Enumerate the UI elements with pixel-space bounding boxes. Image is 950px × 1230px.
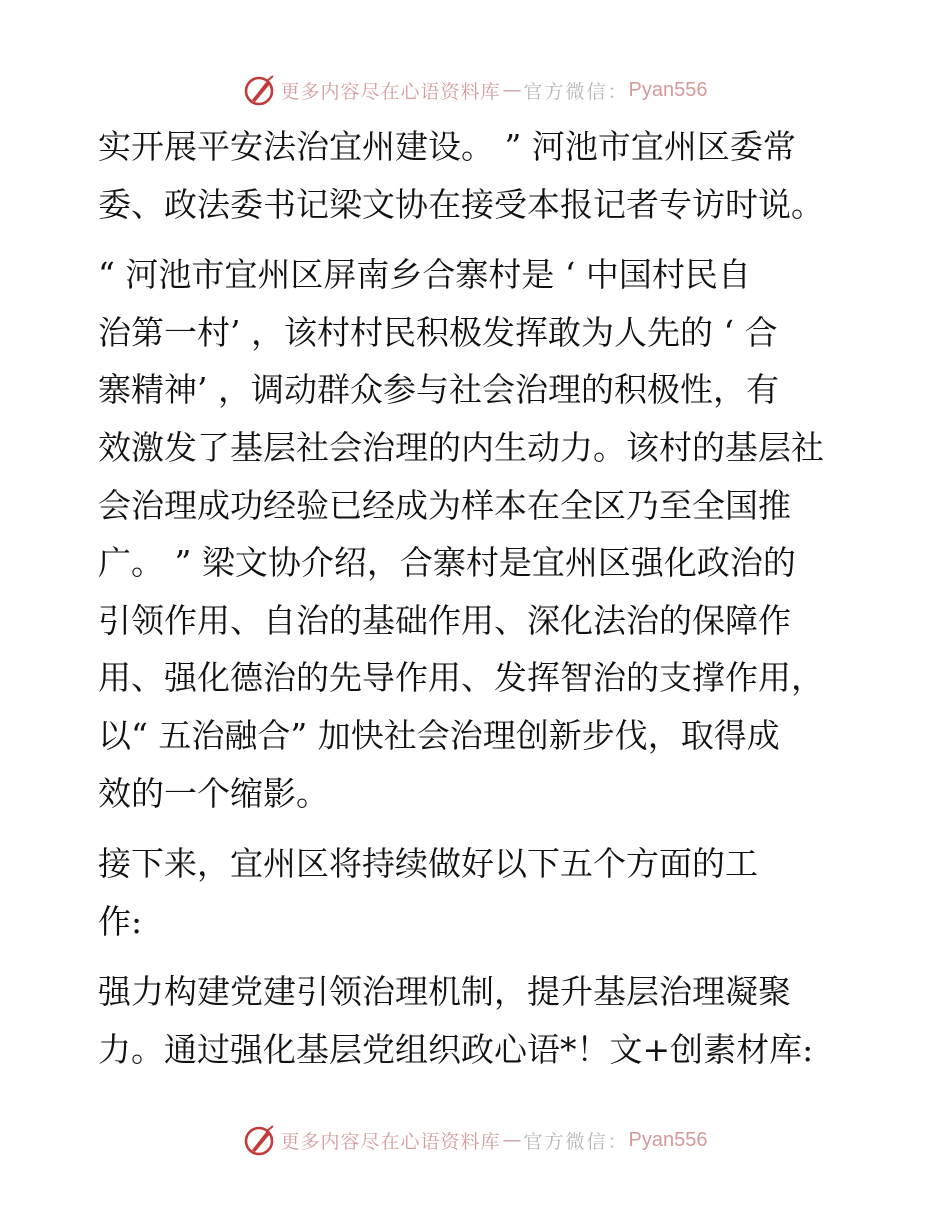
watermark-id: Pyan556 (628, 1128, 708, 1151)
quill-logo-icon (243, 1123, 277, 1157)
text-line: 实开展平安法治宜州建设。 ” 河池市宜州区委常 (98, 127, 796, 166)
text-line: 用、强化德治的先导作用、发挥智治的支撑作用， (98, 658, 824, 698)
paragraph-1 (98, 118, 858, 233)
watermark-separator: — (502, 1129, 522, 1151)
document-body (98, 118, 858, 1079)
text-line: 作: (98, 901, 143, 941)
text-line: “ 河池市宜州区屏南乡合寨村是 ‘ 中国村民自 (98, 255, 751, 295)
watermark-text: 更多内容尽在心语资料库 (280, 1130, 501, 1153)
watermark-label: 官方微信： (523, 1130, 629, 1153)
text-line: 委、政法委书记梁文协在接受本报记者专访时说。 (98, 184, 824, 224)
text-line: 会治理成功经验已经成为样本在全区乃至全国推 (98, 485, 791, 525)
watermark-id: Pyan556 (628, 78, 708, 101)
watermark-text: 更多内容尽在心语资料库 (280, 80, 501, 103)
text-line: 效的一个缩影。 (98, 773, 329, 813)
text-line: 以“ 五治融合” 加快社会治理创新步伐，取得成 (98, 715, 780, 755)
text-line: 广。 ” 梁文协介绍，合寨村是宜州区强化政治的 (98, 543, 796, 583)
quill-logo-icon (243, 73, 277, 107)
text-line: 力。通过强化基层党组织政心语*！文+创素材库: (98, 1029, 814, 1069)
text-line: 寨精神’ ，调动群众参与社会治理的积极性，有 (98, 370, 779, 410)
text-line: 强力构建党建引领治理机制，提升基层治理凝聚 (98, 972, 791, 1012)
text-line: 治第一村’ ，该村村民积极发挥敢为人先的 ‘ 合 (98, 312, 778, 352)
watermark-label: 官方微信： (523, 80, 629, 103)
watermark-footer (0, 1120, 950, 1160)
text-line: 引领作用、自治的基础作用、深化法治的保障作 (98, 600, 791, 640)
watermark-header (0, 70, 950, 110)
paragraph-4 (98, 963, 858, 1078)
text-line: 接下来，宜州区将持续做好以下五个方面的工 (98, 844, 758, 884)
paragraph-2 (98, 246, 858, 822)
watermark-separator: — (502, 79, 522, 101)
paragraph-3 (98, 835, 858, 950)
text-line: 效激发了基层社会治理的内生动力。该村的基层社 (98, 427, 824, 467)
